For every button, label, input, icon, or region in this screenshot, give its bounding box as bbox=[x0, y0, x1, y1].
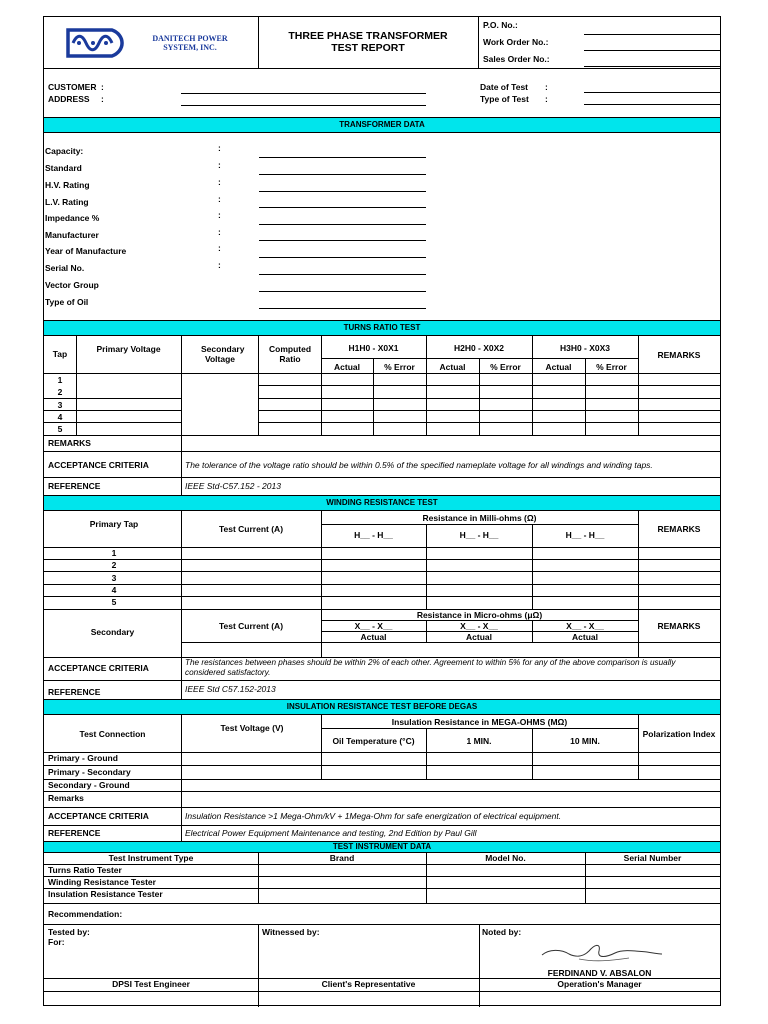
date-of-test-field[interactable] bbox=[584, 92, 720, 93]
address-field[interactable] bbox=[181, 105, 426, 106]
recommendation-label: Recommendation: bbox=[48, 909, 123, 919]
transformer-data-band: TRANSFORMER DATA bbox=[44, 117, 720, 133]
sales-order-label: Sales Order No.: bbox=[483, 54, 550, 64]
company-logo bbox=[64, 26, 134, 60]
winding-resistance-band: WINDING RESISTANCE TEST bbox=[44, 495, 720, 511]
customer-field[interactable] bbox=[181, 93, 426, 94]
client-label: Client's Representative bbox=[321, 979, 416, 989]
tested-by-label: Tested by: bbox=[48, 927, 90, 937]
signer-name: FERDINAND V. ABSALON bbox=[547, 968, 652, 978]
company-name-line1: DANITECH POWER bbox=[152, 34, 228, 43]
address-label: ADDRESS bbox=[48, 94, 90, 104]
signature bbox=[539, 937, 664, 967]
customer-label: CUSTOMER bbox=[48, 82, 97, 92]
for-label: For: bbox=[48, 937, 65, 947]
report-title-line1: THREE PHASE TRANSFORMER bbox=[288, 30, 448, 42]
work-order-label: Work Order No.: bbox=[483, 37, 549, 47]
report-sheet: DANITECH POWER SYSTEM, INC. THREE PHASE TRANSFORMER TEST REPORT P.O. No.: Work Order No.: Sales Order No.: CUSTOMER : ADDRESS : Date of Test : Type of Test : TRANSFORMER DATA Capacity: Standard H.V. Rating L.V. Rating Impedance % Manufacturer Year of Manufacture Serial No. Vector Group Type of Oil : : : : : : : : TURNS RATIO TEST Tap Primary Voltage Secondary Voltage Computed Ratio H1H0 - X0X1 H2H0 - X0X2 H3H0 - X0X3 REMARKS Actual % Error Actual % Error Actual % Error 1 2 3 4 5 REMARKS ACCEPTANCE CRITERIA The tolerance of the voltage ratio should be within 0.5% of the specified nameplate voltage for all windings and winding taps. REFERENCE IEEE Std-C57.152 - 2013 WINDING RESISTANCE TEST Resistance in Milli-ohms (Ω) Primary Tap Test Current (A) REMARKS H__ - H__ H__ - H__ H__ - H__ 1 2 3 4 5 Resistance in Micro-ohms (μΩ) Secondary Test Current (A) REMARKS X__ - X__ X__ - X__ X__ - X__ Actual Actual Actual ACCEPTANCE CRITERIA The resistances between phases should be within 2% of each other. Agreement to within 5% for any of the above comparison is usually considered satisfactory. REFERENCE IEEE Std C57.152-2013 INSULATION RESISTANCE TEST BEFORE DEGAS Insulation Resistance in MEGA-OHMS (MΩ) Test Connection Test Voltage (V) Oil Temperature (°C) 1 MIN. 10 MIN. Polarization Index Primary - Ground Primary - Secondary Secondary - Ground Remarks ACCEPTANCE CRITERIA Insulation Resistance >1 Mega-Ohm/kV + 1Mega-Ohm for safe energization of electrical equipment. REFERENCE Electrical Power Equipment Maintenance and testing, 2nd Edition by Paul Gill TEST INSTRUMENT DATA Test Instrument Type Brand Model No. Serial Number Turns Ratio Tester Winding Resistance Tester Insulation Resistance Tester Recommendation: Tested by: For: Witnessed by: Noted by: FERDINAND V. ABSALON DPSI Test Engineer Client's Representative Operation's Manager bbox=[43, 16, 721, 1006]
company-name-line2: SYSTEM, INC. bbox=[163, 43, 217, 52]
manager-label: Operation's Manager bbox=[557, 979, 642, 989]
instrument-band: TEST INSTRUMENT DATA bbox=[44, 841, 720, 853]
insulation-band: INSULATION RESISTANCE TEST BEFORE DEGAS bbox=[44, 699, 720, 715]
date-of-test-label: Date of Test bbox=[480, 82, 529, 92]
type-of-test-field[interactable] bbox=[584, 104, 720, 105]
po-label: P.O. No.: bbox=[483, 20, 518, 30]
engineer-label: DPSI Test Engineer bbox=[112, 979, 190, 989]
noted-by-label: Noted by: bbox=[482, 927, 522, 937]
report-title-line2: TEST REPORT bbox=[331, 42, 405, 54]
witnessed-by-label: Witnessed by: bbox=[262, 927, 320, 937]
turns-ratio-band: TURNS RATIO TEST bbox=[44, 320, 720, 336]
type-of-test-label: Type of Test bbox=[480, 94, 529, 104]
